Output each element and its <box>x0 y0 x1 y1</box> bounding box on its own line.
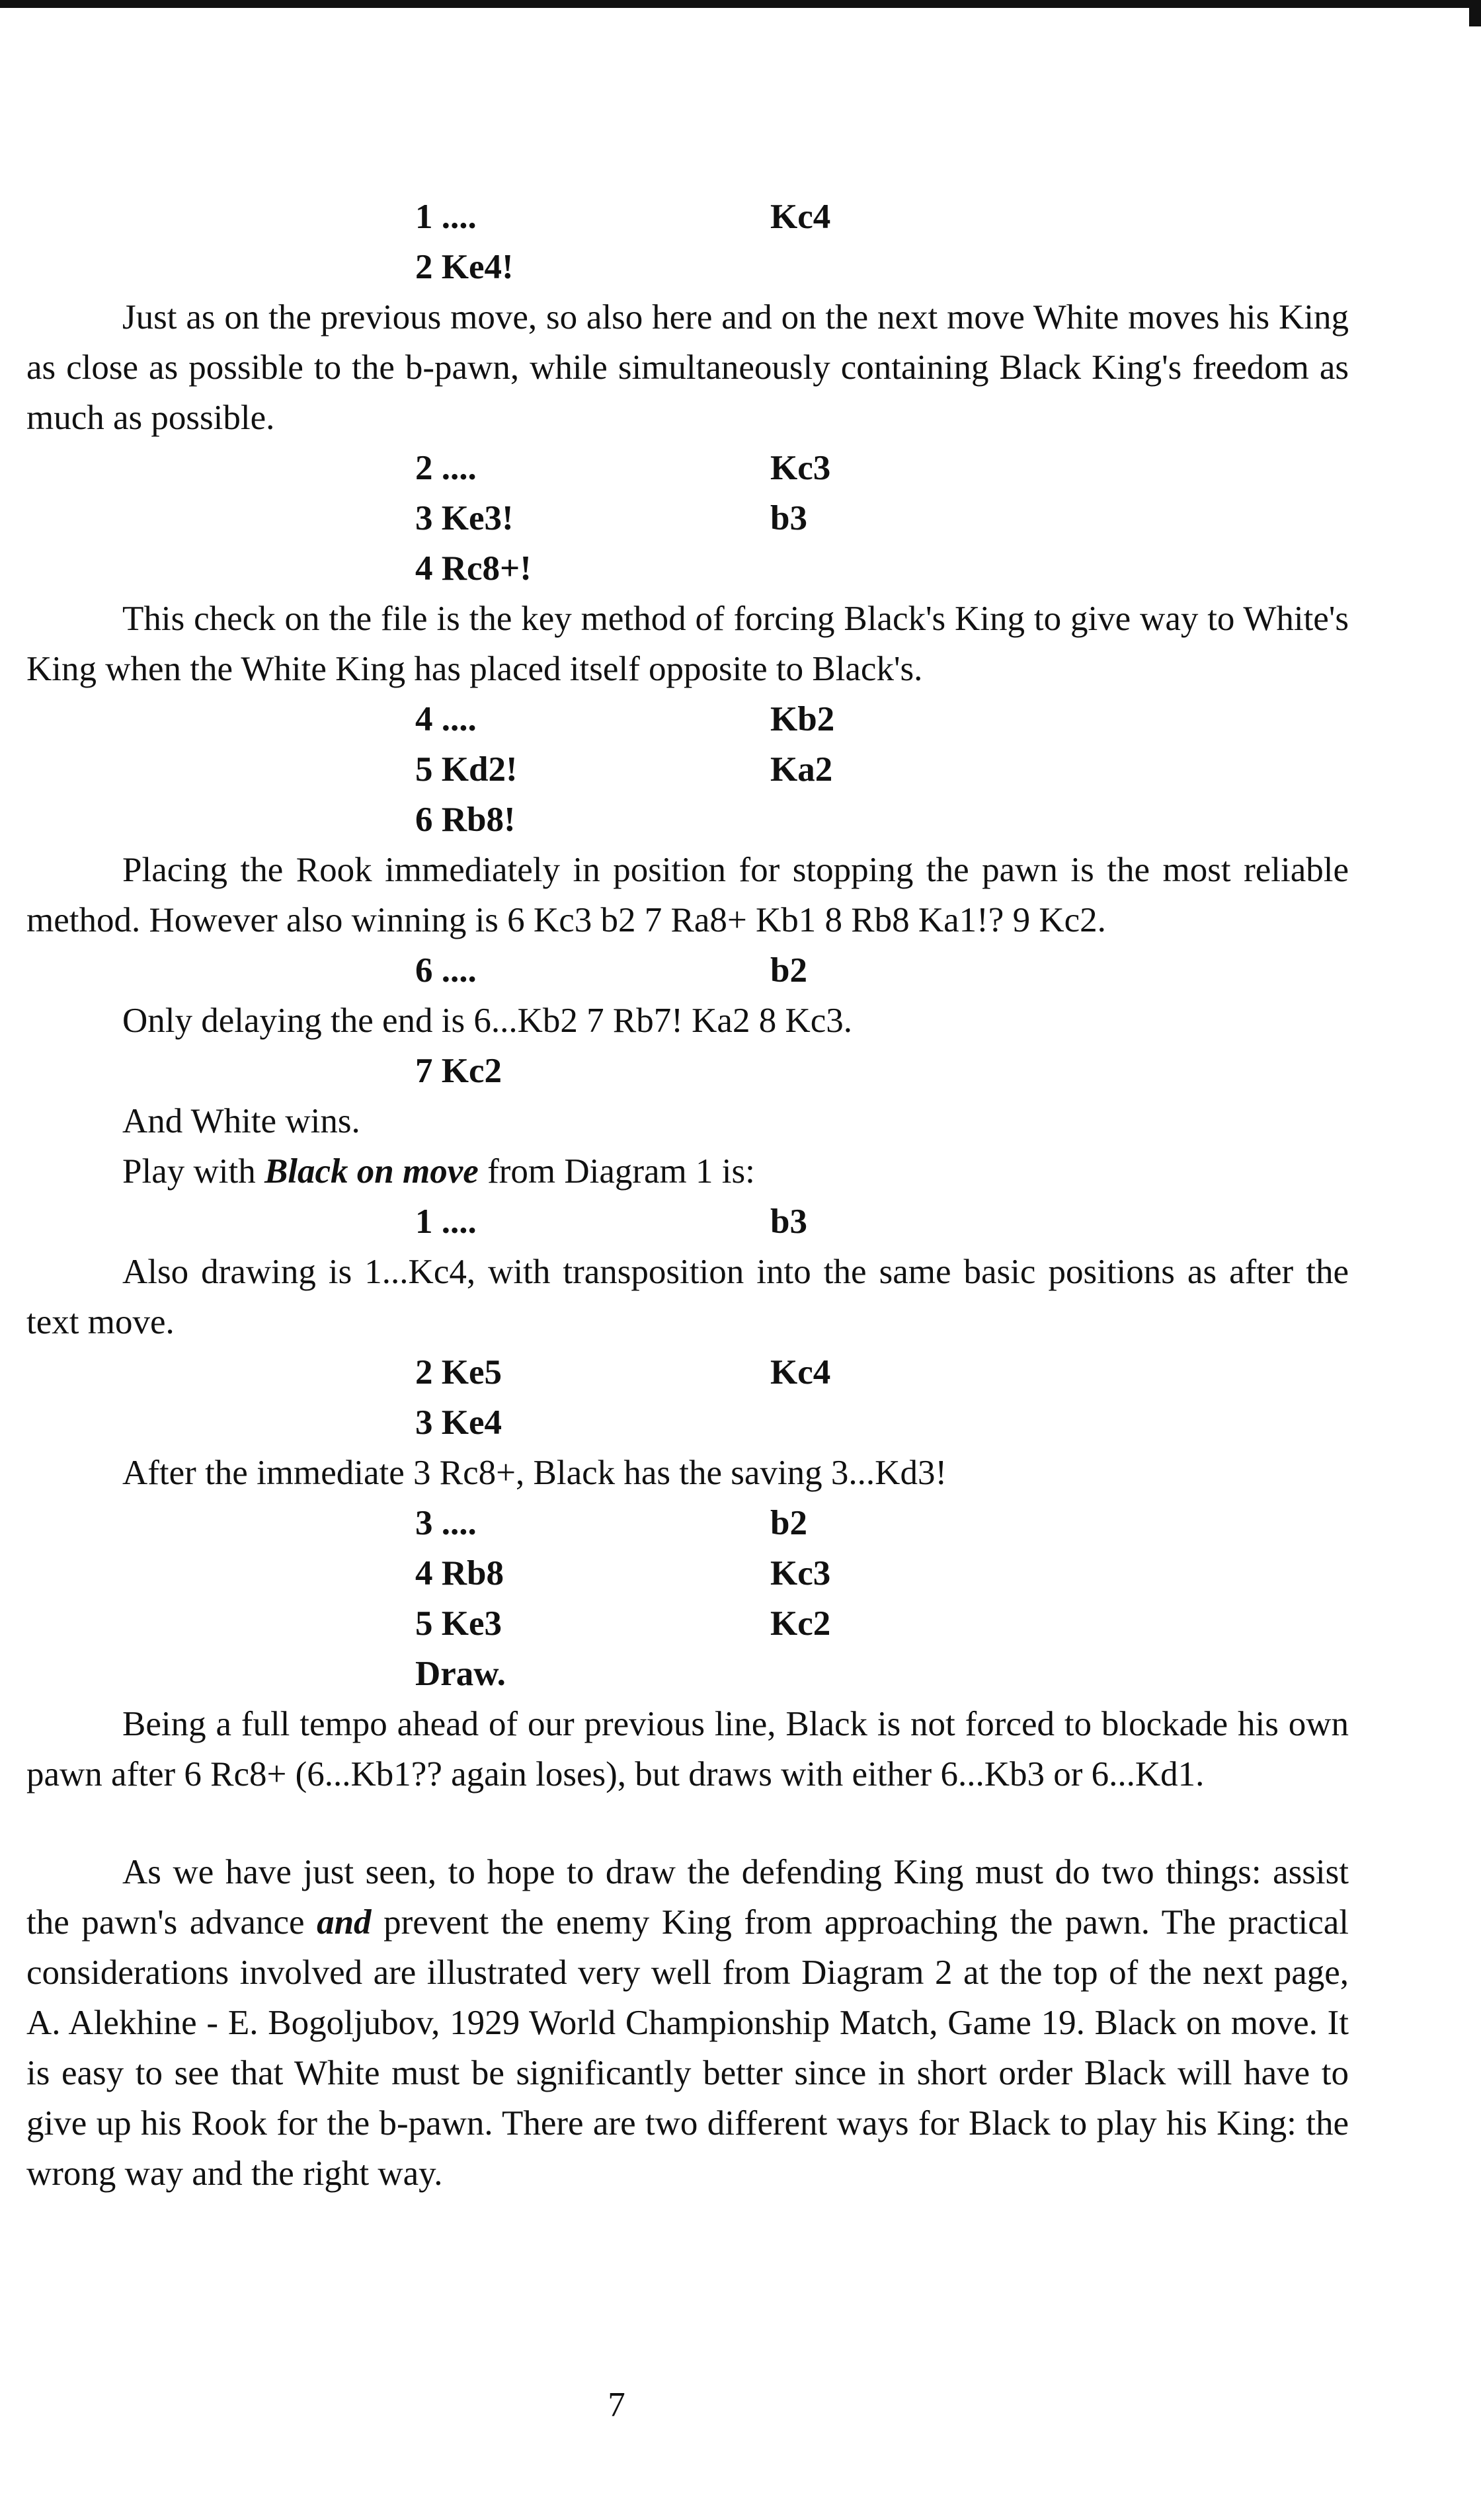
white-move: 4 Rb8 <box>415 1554 504 1593</box>
move-row <box>26 744 1349 795</box>
commentary-paragraph: After the immediate 3 Rc8+, Black has the saving 3...Kd3! <box>122 1454 947 1492</box>
white-move: 2 .... <box>415 449 477 487</box>
commentary-paragraph: Just as on the previous move, so also here and on the next move White moves his King as close as possible to the b-pawn, while simultaneously containing Black King's freedom as much as possible. <box>26 298 1349 437</box>
commentary-paragraph: Placing the Rook immediately in position for stopping the pawn is the most reliable method. However also winning is 6 Kc3 b2 7 Ra8+ Kb1 8 Rb8 Ka1!? 9 Kc2. <box>26 851 1349 939</box>
move-row <box>26 1649 1349 1699</box>
white-move: 2 Ke5 <box>415 1353 502 1392</box>
white-move: 1 .... <box>415 1202 477 1241</box>
move-row <box>26 1046 1349 1096</box>
white-move: 4 .... <box>415 700 477 738</box>
book-page-text <box>26 192 1349 2199</box>
paragraph-text: prevent the enemy King from approaching the pawn. The practical considerations involved are illustrated very well from Diagram 2 at the top of the next page, A. Alekhine - E. Bogoljubov, 1929 World Championship Match, Game 19. Black on move. It is easy to see that White must be significantly better since in short order Black will have to give up his Rook for the b-pawn. There are two different ways for Black to play his King: the wrong way and the right way. <box>26 1903 1349 2193</box>
black-move: b3 <box>770 499 807 537</box>
black-move: Kc3 <box>770 449 831 487</box>
commentary-paragraph: Also drawing is 1...Kc4, with transposition into the same basic positions as after the text move. <box>26 1253 1349 1341</box>
top-scan-border <box>0 0 1481 8</box>
move-row <box>26 1197 1349 1247</box>
white-move: 1 .... <box>415 198 477 236</box>
black-move: Kc4 <box>770 1353 831 1392</box>
emphasis-text: Black on move <box>264 1152 479 1191</box>
white-move: Draw. <box>415 1655 506 1693</box>
top-corner-mark <box>1469 0 1481 26</box>
commentary-paragraph <box>26 1146 1349 1197</box>
black-move: Ka2 <box>770 750 833 789</box>
white-move: 3 .... <box>415 1504 477 1542</box>
black-move: b2 <box>770 951 807 990</box>
black-move: Kb2 <box>770 700 835 738</box>
white-move: 3 Ke3! <box>415 499 514 537</box>
black-move: Kc2 <box>770 1604 831 1643</box>
commentary-paragraph <box>26 1847 1349 2199</box>
white-move: 2 Ke4! <box>415 248 514 286</box>
white-move: 3 Ke4 <box>415 1403 502 1442</box>
move-row <box>26 1498 1349 1548</box>
move-row <box>26 1548 1349 1598</box>
move-row <box>26 242 1349 292</box>
commentary-paragraph: This check on the file is the key method of forcing Black's King to give way to White's King when the White King has placed itself opposite to Black's. <box>26 600 1349 688</box>
white-move: 6 Rb8! <box>415 801 516 839</box>
commentary-paragraph: Being a full tempo ahead of our previous line, Black is not forced to blockade his own pawn after 6 Rc8+ (6...Kb1?? again loses), but draws with either 6...Kb3 or 6...Kd1. <box>26 1705 1349 1793</box>
white-move: 5 Ke3 <box>415 1604 502 1643</box>
white-move: 6 .... <box>415 951 477 990</box>
move-row <box>26 694 1349 744</box>
white-move: 4 Rc8+! <box>415 549 532 588</box>
section-gap <box>26 1799 1349 1847</box>
black-move: b2 <box>770 1504 807 1542</box>
paragraph-text: As we have just seen, to hope to draw the defending King must do two things: assist the pawn's advance <box>26 1853 1349 1942</box>
commentary-paragraph: Only delaying the end is 6...Kb2 7 Rb7! Ka2 8 Kc3. <box>122 1002 852 1040</box>
white-move: 5 Kd2! <box>415 750 518 789</box>
black-move: Kc3 <box>770 1554 831 1593</box>
move-row <box>26 1598 1349 1649</box>
move-row <box>26 192 1349 242</box>
move-row <box>26 945 1349 996</box>
move-row <box>26 443 1349 493</box>
paragraph-text: from Diagram 1 is: <box>478 1152 755 1191</box>
page-number: 7 <box>608 2386 625 2424</box>
black-move: Kc4 <box>770 198 831 236</box>
move-row <box>26 795 1349 845</box>
paragraph-text: Play with <box>122 1152 264 1191</box>
commentary-paragraph: And White wins. <box>122 1102 360 1140</box>
white-move: 7 Kc2 <box>415 1052 502 1090</box>
move-row <box>26 543 1349 594</box>
move-row <box>26 1347 1349 1398</box>
black-move: b3 <box>770 1202 807 1241</box>
move-row <box>26 493 1349 543</box>
move-row <box>26 1398 1349 1448</box>
emphasis-text: and <box>317 1903 372 1942</box>
